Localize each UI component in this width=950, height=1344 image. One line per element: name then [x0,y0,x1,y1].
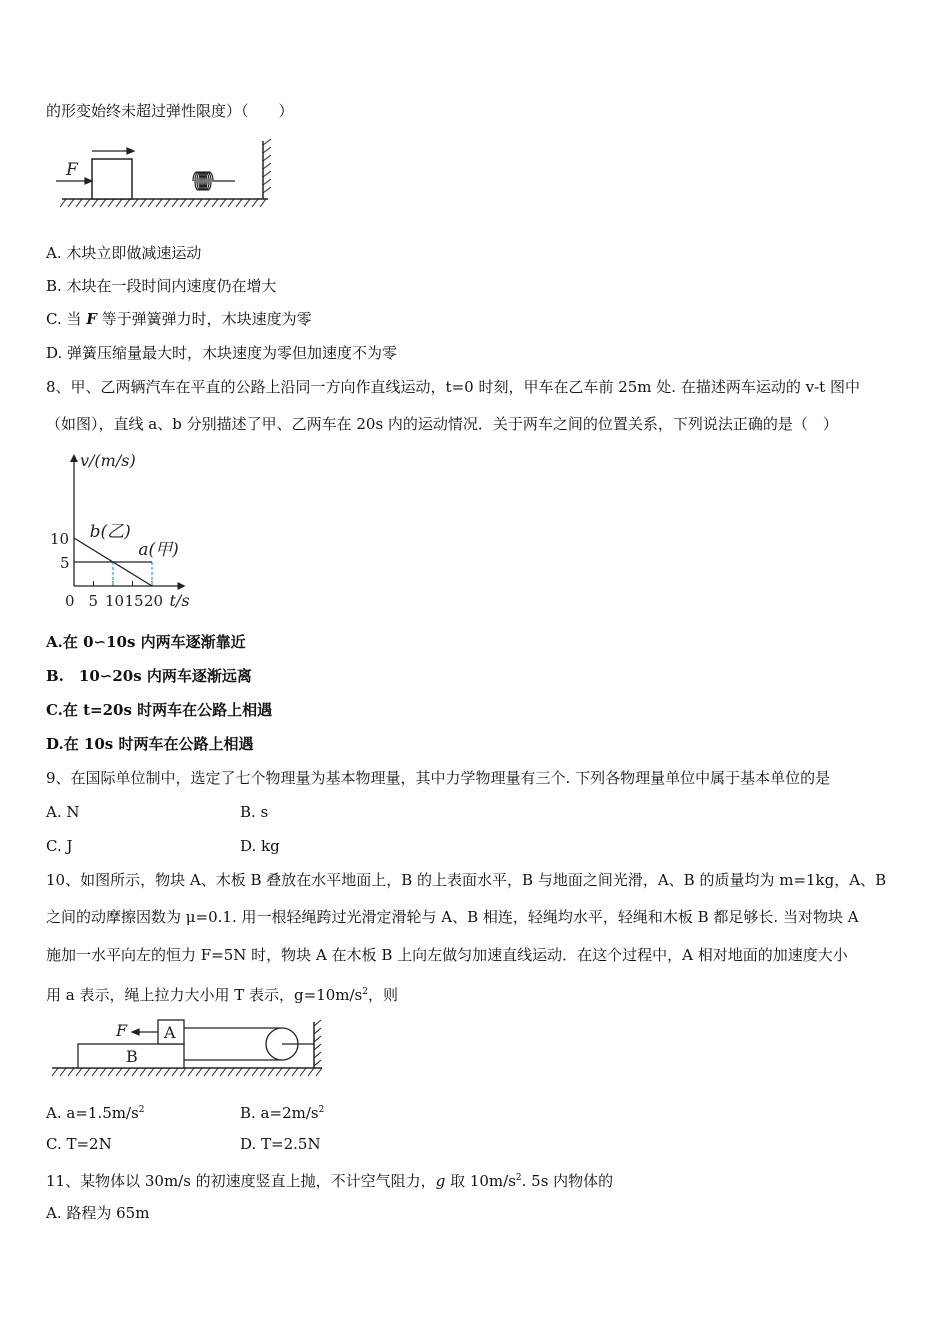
q10-option-b-main: B. a=2m/s [240,1104,319,1122]
x-tick-label: 20 [144,592,164,610]
annotation-b: b(乙) [89,522,131,543]
ground-hatch [60,199,268,207]
q11-stem-mid: 取 10m/s [445,1172,516,1190]
spring-coil [193,172,235,190]
wall-hatch [314,1020,321,1068]
force-arrow [132,1029,158,1035]
q10-stem-line4-main: 用 a 表示，绳上拉力大小用 T 表示，g=10m/s [46,986,363,1004]
q9-option-a: A. N [46,803,80,821]
y-tick-label: 5 [60,554,70,572]
q10-option-a-main: A. a=1.5m/s [46,1104,139,1122]
q8-vt-chart [40,448,300,618]
x-axis-arrow [178,582,186,590]
y-axis-arrow [70,454,78,462]
q8-stem-line1: 8、甲、乙两辆汽车在平直的公路上沿同一方向作直线运动，t=0 时刻，甲车在乙车前 25m 处. 在描述两车运动的 v-t 图中 [46,378,860,396]
q10-stem-line3: 施加一水平向左的恒力 F=5N 时，物块 A 在木板 B 上向左做匀加速直线运动．在这个过程中，A 相对地面的加速度大小 [46,946,848,964]
force-label-f: F [66,160,78,180]
q10-option-b [240,1100,324,1123]
q10-option-b-sup: 2 [318,1105,325,1115]
q7-option-c-var: F [86,310,97,328]
q7-block-spring-figure [48,135,288,215]
q9-option-d: D. kg [240,837,280,855]
q10-option-a-sup: 2 [138,1105,145,1115]
wall-hatch [263,139,271,199]
q7-option-c-prefix: C. 当 [46,310,87,328]
q11-stem-g: g [435,1172,446,1190]
q11-stem-sup: 2 [515,1173,522,1183]
x-tick-label: 5 [88,592,99,610]
x-tick-label: 10 [105,592,125,610]
x-tick-label: 15 [124,592,144,610]
q10-pulley-figure [46,1016,336,1086]
q10-stem-line1: 10、如图所示，物块 A、木板 B 叠放在水平地面上，B 的上表面水平，B 与地面之间光滑，A、B 的质量均为 m=1kg，A、B [46,871,887,889]
annotation-a: a(甲) [138,539,179,560]
q9-option-c: C. J [46,837,73,855]
q8-option-d: D.在 10s 时两车在公路上相遇 [46,735,254,753]
q7-option-d: D. 弹簧压缩量最大时，木块速度为零但加速度不为零 [46,344,398,362]
q7-stem-tail: 的形变始终未超过弹性限度）（ ） [46,102,294,120]
q7-option-b: B. 木块在一段时间内速度仍在增大 [46,277,277,295]
wood-block [92,159,132,199]
q8-option-c: C.在 t=20s 时两车在公路上相遇 [46,701,273,719]
q8-option-a: A.在 0∽10s 内两车逐渐靠近 [46,633,246,651]
q10-stem-line4-sup: 2 [362,987,368,997]
board-b-label: B [126,1047,138,1066]
q10-stem-line4 [46,982,398,1005]
q10-option-d: D. T=2.5N [240,1135,321,1153]
q11-stem-post: . 5s 内物体的 [521,1172,614,1190]
y-tick-label: 10 [50,530,70,548]
x-tick-label: 0 [65,592,75,610]
q11-stem [46,1168,613,1191]
q7-option-a: A. 木块立即做减速运动 [46,244,202,262]
q10-stem-line4-end: ，则 [368,986,399,1004]
q7-option-c [46,309,312,329]
block-a-label: A [164,1023,176,1042]
velocity-arrow [92,148,134,154]
q10-option-a [46,1100,144,1123]
x-axis-label: t/s [169,591,190,610]
y-axis-label: v/(m/s) [80,451,136,470]
q9-option-b: B. s [240,803,269,821]
q8-option-b: B. 10∽20s 内两车逐渐远离 [46,667,252,685]
q11-option-a: A. 路程为 65m [46,1204,150,1222]
force-label-f: F [116,1021,128,1040]
q7-option-c-suffix: 等于弹簧弹力时，木块速度为零 [96,310,312,328]
q10-option-c: C. T=2N [46,1135,112,1153]
q11-stem-pre: 11、某物体以 30m/s 的初速度竖直上抛，不计空气阻力， [46,1172,436,1190]
q10-stem-line2: 之间的动摩擦因数为 μ=0.1. 用一根轻绳跨过光滑定滑轮与 A、B 相连，轻绳均水平，轻绳和木板 B 都足够长. 当对物块 A [46,908,859,926]
q9-stem: 9、在国际单位制中，选定了七个物理量为基本物理量，其中力学物理量有三个. 下列各物理量单位中属于基本单位的是 [46,769,831,787]
ground-hatch [52,1068,322,1076]
q8-stem-line2: （如图），直线 a、b 分别描述了甲、乙两车在 20s 内的运动情况．关于两车之间的位置关系，下列说法正确的是（ ） [46,415,838,433]
